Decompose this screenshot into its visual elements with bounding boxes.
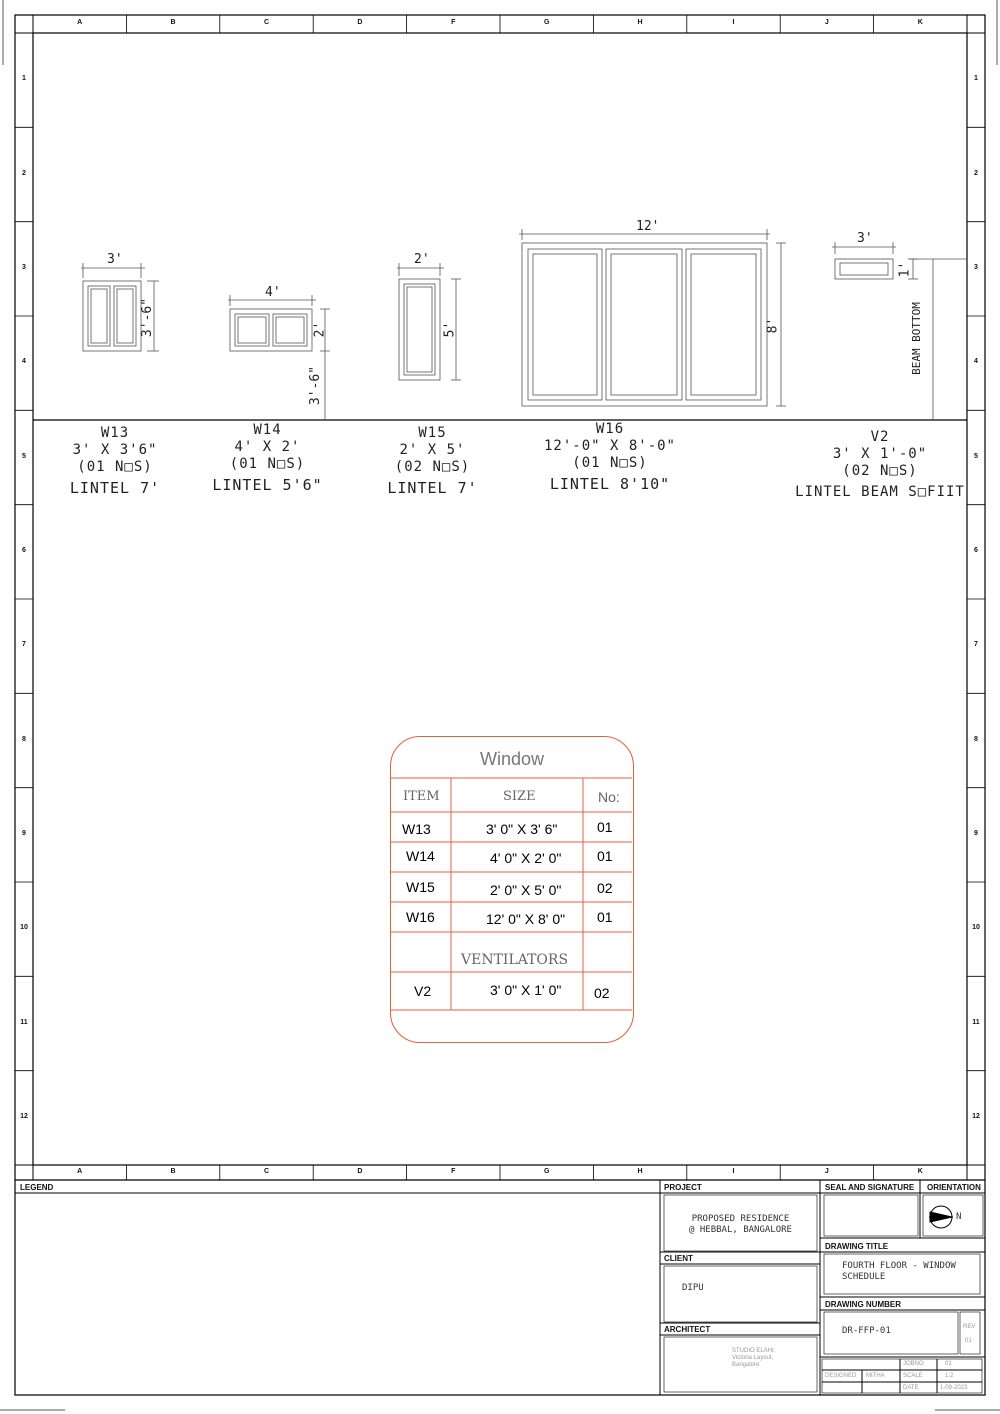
grid-column-label: F (451, 1167, 456, 1175)
project-name: PROPOSED RESIDENCE @ HEBBAL, BANGALORE (689, 1214, 792, 1235)
schedule-vent-item: V2 (414, 983, 432, 999)
grid-row-label: 5 (974, 452, 978, 460)
grid-column-label: J (824, 1167, 829, 1175)
v2-label (790, 429, 970, 501)
grid-column-label: B (170, 1167, 176, 1175)
w13-lintel: LINTEL 7' (69, 479, 161, 497)
grid-column-label: I (732, 1167, 735, 1175)
drawing-title-label: DRAWING TITLE (825, 1242, 889, 1251)
grid-row-label: 1 (22, 75, 26, 83)
schedule-row-size: 2' 0" X 5' 0" (490, 882, 562, 898)
v2-size: 3' X 1'-0" (832, 446, 928, 462)
grid-column-label: D (357, 1167, 363, 1175)
grid-row-label: 11 (972, 1018, 980, 1026)
w16-lintel: LINTEL 8'10" (549, 475, 671, 493)
w15-height-dim: 5' (442, 321, 458, 338)
w14-tag: W14 (253, 422, 282, 438)
schedule-row-item: W16 (406, 909, 435, 925)
rev-value: 01 (965, 1338, 972, 1344)
grid-row-label: 3 (22, 263, 26, 271)
schedule-vent-size: 3' 0" X 1' 0" (490, 982, 562, 998)
architect-label: ARCHITECT (664, 1325, 711, 1334)
drawing-number: DR-FFP-01 (842, 1326, 891, 1336)
grid-column-label: G (543, 19, 550, 26)
grid-row-label: 4 (22, 358, 26, 366)
schedule-row-no: 01 (597, 909, 613, 925)
grid-column-label: H (637, 1167, 643, 1175)
grid-row-label: 2 (974, 169, 978, 177)
schedule-header-size: SIZE (503, 789, 536, 804)
scale-value: 1:2 (945, 1373, 954, 1379)
v2-lintel: LINTEL BEAM S□FIIT (795, 484, 965, 500)
w14-size: 4' X 2' (234, 439, 301, 455)
grid-row-label: 7 (974, 641, 978, 649)
w13-label (60, 425, 170, 497)
schedule-row-item: W15 (406, 879, 435, 895)
beam-bottom-note: BEAM BOTTOM (909, 302, 923, 375)
w14-sill-dim: 3'-6" (308, 365, 324, 406)
schedule-row-item: W14 (406, 848, 435, 864)
w13-tag: W13 (100, 425, 130, 441)
w14-lintel: LINTEL 5'6" (212, 476, 323, 494)
v2-qty: (02 N□S) (842, 463, 918, 479)
w13-width-dim: 3' (107, 252, 123, 267)
w15-tag: W15 (418, 425, 447, 441)
grid-column-label: K (917, 1167, 923, 1175)
w15-width-dim: 2' (414, 252, 430, 267)
designed-label: DESIGNED (825, 1373, 857, 1379)
w16-qty: (01 N□S) (572, 455, 648, 471)
grid-row-label: 8 (22, 735, 26, 743)
north-label: N (956, 1212, 962, 1222)
w13-qty: (01 N□S) (77, 459, 153, 475)
grid-row-label: 5 (22, 452, 26, 460)
grid-row-label: 12 (20, 1112, 28, 1120)
w14-label (205, 422, 330, 494)
schedule-header-no: No: (598, 789, 620, 805)
w14-qty: (01 N□S) (229, 456, 306, 472)
schedule-header-item: ITEM (403, 789, 440, 804)
designed-value: MITHA (866, 1373, 885, 1379)
grid-column-label: K (917, 19, 923, 26)
legend-label: LEGEND (20, 1183, 54, 1192)
schedule-row-size: 4' 0" X 2' 0" (490, 850, 562, 866)
w16-height-dim: 8' (765, 317, 781, 334)
grid-row-label: 7 (22, 641, 26, 649)
w16-tag: W16 (595, 421, 625, 437)
w16-elevation (519, 229, 786, 406)
grid-row-label: 6 (22, 546, 26, 554)
title-block-lines (15, 1180, 985, 1395)
w13-height-dim: 3'-6" (140, 297, 156, 338)
schedule-row-no: 01 (597, 819, 613, 835)
grid-column-label: A (77, 1167, 83, 1175)
grid-column-label: B (170, 19, 176, 26)
grid-column-label: G (543, 1167, 550, 1175)
seal-label: SEAL AND SIGNATURE (825, 1183, 915, 1192)
grid-column-label: H (637, 19, 643, 26)
w15-size: 2' X 5' (399, 442, 466, 458)
grid-column-label: D (357, 19, 363, 26)
grid-column-label: F (451, 19, 456, 26)
schedule-subheading: VENTILATORS (461, 952, 569, 968)
grid-row-label: 1 (974, 75, 978, 83)
orientation-label: ORIENTATION (927, 1183, 981, 1192)
grid-row-label: 10 (20, 924, 28, 932)
schedule-vent-no: 02 (594, 985, 610, 1001)
scale-label: SCALE (903, 1373, 923, 1379)
jobno-value: 01 (945, 1361, 952, 1367)
schedule-row-size: 12' 0" X 8' 0" (486, 911, 566, 927)
v2-tag: V2 (870, 429, 890, 445)
w16-label (530, 421, 690, 493)
grid-row-label: 9 (974, 829, 978, 837)
grid-row-label: 12 (972, 1112, 980, 1120)
grid-column-label: A (77, 19, 83, 26)
grid-column-label: C (263, 1167, 270, 1175)
schedule-title: Window (479, 749, 545, 769)
grid-row-label: 9 (22, 829, 26, 837)
grid-row-label: 2 (22, 169, 26, 177)
grid-column-label: C (263, 19, 270, 26)
north-arrow-icon (929, 1206, 953, 1228)
project-label: PROJECT (664, 1183, 702, 1192)
w15-qty: (02 N□S) (394, 459, 471, 475)
architect-name: STUDIO ELAHI, Victoria Layout, Bangalore (732, 1348, 776, 1368)
w14-height-dim: 2' (312, 321, 328, 338)
grid-column-label: J (824, 19, 829, 26)
w13-size: 3' X 3'6" (72, 442, 158, 458)
rev-label: REV (963, 1324, 976, 1330)
schedule-row-item: W13 (402, 821, 431, 837)
drawing-number-label: DRAWING NUMBER (825, 1300, 901, 1309)
schedule-row-size: 3' 0" X 3' 6" (486, 821, 558, 837)
w14-width-dim: 4' (265, 285, 281, 300)
client-name: DIPU (682, 1283, 704, 1293)
grid-row-label: 4 (974, 358, 978, 366)
grid-row-label: 8 (974, 735, 978, 743)
v2-width-dim: 3' (857, 231, 873, 246)
w16-width-dim: 12' (636, 219, 660, 234)
grid-row-label: 11 (20, 1018, 28, 1026)
v2-height-dim: 1' (897, 261, 913, 278)
schedule-row-no: 01 (597, 848, 613, 864)
w15-label (375, 425, 490, 497)
w15-lintel: LINTEL 7' (387, 479, 478, 497)
client-label: CLIENT (664, 1254, 693, 1263)
grid-row-label: 10 (972, 924, 980, 932)
grid-row-label: 3 (974, 263, 978, 271)
date-value: 1-09-2023 (940, 1385, 968, 1391)
date-label: DATE (903, 1385, 919, 1391)
w16-size: 12'-0" X 8'-0" (543, 438, 676, 454)
schedule-row-no: 02 (597, 880, 613, 896)
grid-row-label: 6 (974, 546, 978, 554)
drawing-title: FOURTH FLOOR - WINDOW SCHEDULE (842, 1261, 956, 1282)
grid-column-label: I (732, 19, 735, 26)
jobno-label: JOBNO (903, 1361, 924, 1367)
